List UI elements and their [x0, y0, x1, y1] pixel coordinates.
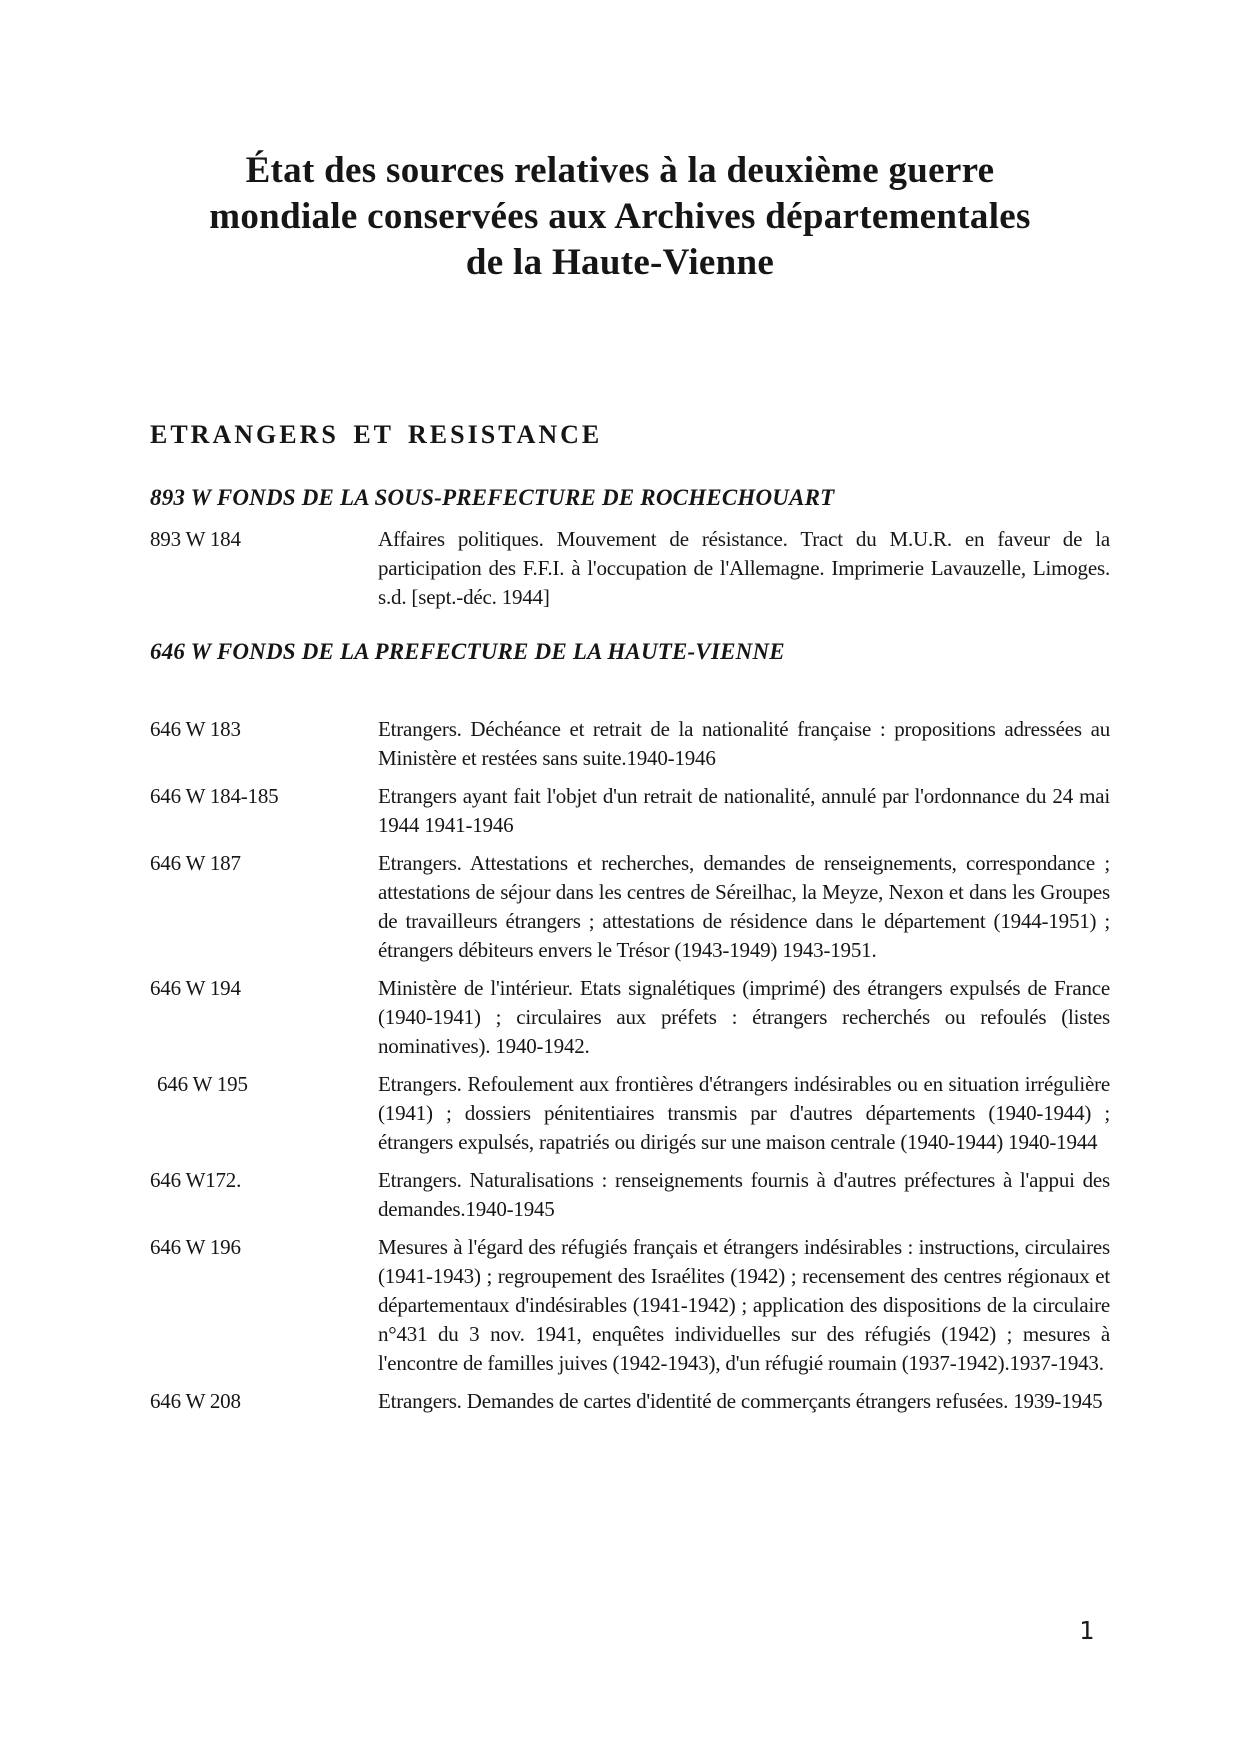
- entry-description: Etrangers. Attestations et recherches, demandes de renseignements, correspondance ; attestations de séjour dans les centres de Séreilhac, la Meyze, Nexon et dans les Groupes de travailleurs étrangers ; attestations de résidence dans le département (1944-1951) ; étrangers débiteurs envers le Trésor (1943-1949) 1943-1951.: [378, 851, 1110, 962]
- entry-reference: 646 W 194: [150, 976, 241, 1000]
- section-heading-etrangers-et-resistance: ETRANGERS ET RESISTANCE: [150, 420, 603, 449]
- catalog-entry: [150, 1387, 1110, 1416]
- catalog-entry: [150, 525, 1110, 612]
- document-title-line: de la Haute-Vienne: [465, 242, 775, 283]
- entry-list-646w: [150, 715, 1110, 1416]
- entry-reference: 646 W 195: [157, 1072, 248, 1096]
- entry-reference: 893 W 184: [150, 527, 241, 551]
- entry-reference: 646 W 183: [150, 717, 241, 741]
- document-title-line: mondiale conservées aux Archives départementales: [209, 196, 1031, 237]
- catalog-entry: [150, 1070, 1110, 1157]
- entry-description: Etrangers ayant fait l'objet d'un retrait de nationalité, annulé par l'ordonnance du 24 mai 1944 1941-1946: [378, 784, 1110, 837]
- subsection-heading-893w: 893 W FONDS DE LA SOUS-PREFECTURE DE ROCHECHOUART: [150, 485, 835, 510]
- entry-list-893w: [150, 525, 1110, 612]
- catalog-entry: [150, 849, 1110, 965]
- entry-description: Ministère de l'intérieur. Etats signalétiques (imprimé) des étrangers expulsés de France (1940-1941) ; circulaires aux préfets : étrangers recherchés ou refoulés (listes nominatives). 1940-1942.: [378, 976, 1110, 1058]
- entry-reference: 646 W172.: [150, 1168, 242, 1192]
- document-title-line: État des sources relatives à la deuxième guerre: [245, 150, 995, 191]
- entry-reference: 646 W 184-185: [150, 784, 279, 808]
- catalog-entry: [150, 715, 1110, 773]
- entry-description: Etrangers. Naturalisations : renseignements fournis à d'autres préfectures à l'appui des demandes.1940-1945: [378, 1168, 1110, 1221]
- subsection-heading-646w: 646 W FONDS DE LA PREFECTURE DE LA HAUTE-VIENNE: [150, 639, 785, 664]
- document-title: [0, 0, 1240, 286]
- document-body: [0, 420, 1240, 1416]
- entry-description: Etrangers. Déchéance et retrait de la nationalité française : propositions adressées au Ministère et restées sans suite.1940-1946: [378, 717, 1110, 770]
- catalog-entry: [150, 782, 1110, 840]
- catalog-entry: [150, 1233, 1110, 1378]
- page-number: 1: [1078, 1616, 1094, 1645]
- entry-description: Etrangers. Demandes de cartes d'identité de commerçants étrangers refusées. 1939-1945: [378, 1389, 1103, 1413]
- entry-reference: 646 W 187: [150, 851, 241, 875]
- entry-description: Mesures à l'égard des réfugiés français et étrangers indésirables : instructions, circulaires (1941-1943) ; regroupement des Israélites (1942) ; recensement des centres régionaux et départementaux d'indésirables (1941-1942) ; application des dispositions de la circulaire n°431 du 3 nov. 1941, enquêtes individuelles sur des réfugiés (1942) ; mesures à l'encontre de familles juives (1942-1943), d'un réfugié roumain (1937-1942).1937-1943.: [378, 1235, 1110, 1375]
- entry-description: Affaires politiques. Mouvement de résistance. Tract du M.U.R. en faveur de la participation des F.F.I. à l'occupation de l'Allemagne. Imprimerie Lavauzelle, Limoges. s.d. [sept.-déc. 1944]: [378, 527, 1110, 609]
- catalog-entry: [150, 974, 1110, 1061]
- entry-reference: 646 W 196: [150, 1235, 241, 1259]
- entry-reference: 646 W 208: [150, 1389, 241, 1413]
- catalog-entry: [150, 1166, 1110, 1224]
- entry-description: Etrangers. Refoulement aux frontières d'étrangers indésirables ou en situation irrégulière (1941) ; dossiers pénitentiaires transmis par d'autres départements (1940-1944) ; étrangers expulsés, rapatriés ou dirigés sur une maison centrale (1940-1944) 1940-1944: [378, 1072, 1110, 1154]
